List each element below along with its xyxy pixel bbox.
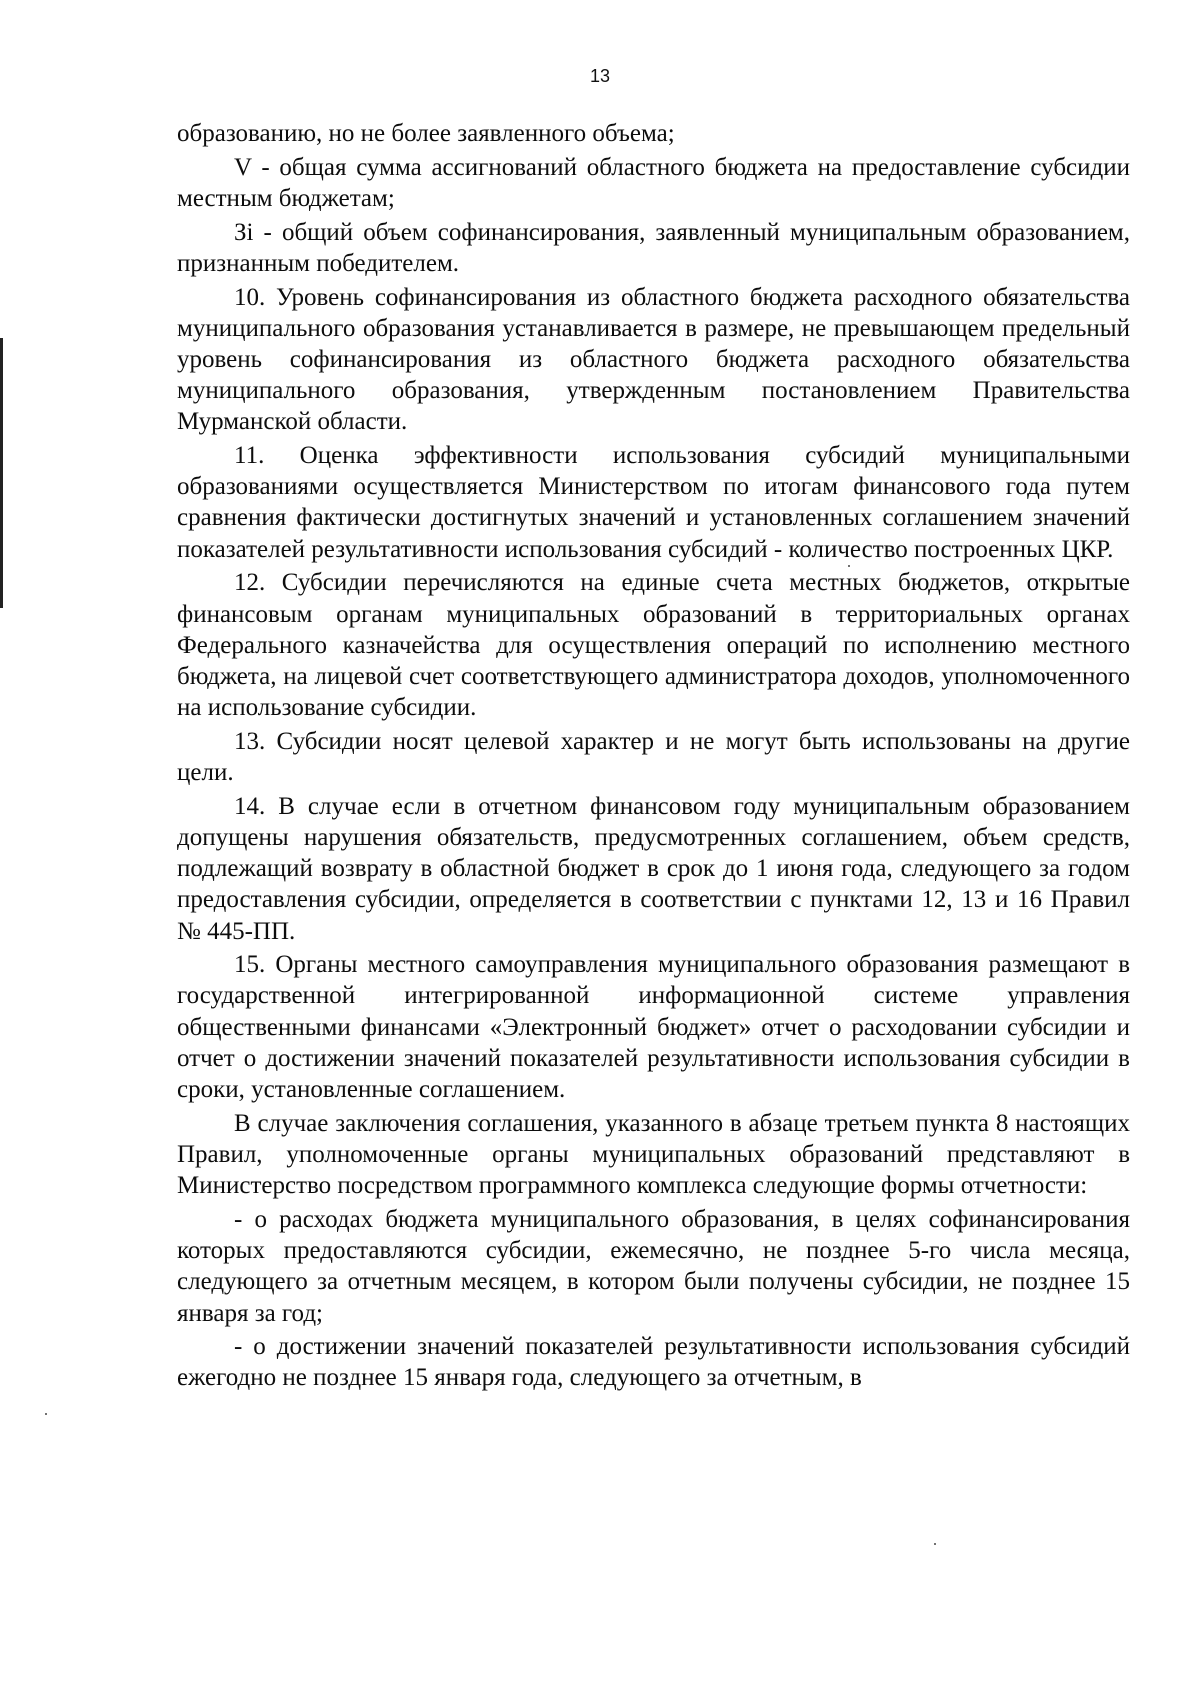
list-item-indicators-report: - о достижении значений показателей результативности использования субсидий ежегодно не позднее 15 января года, следующего за отчетным, в bbox=[177, 1333, 1130, 1392]
scan-edge-mark bbox=[0, 338, 3, 608]
paragraph-definition-zi: Зi - общий объем софинансирования, заявленный муниципальным образованием, признанным победителем. bbox=[177, 218, 1130, 277]
paragraph-definition-v: V - общая сумма ассигнований областного бюджета на предоставление субсидии местным бюджетам; bbox=[177, 153, 1130, 212]
paragraph-item-13: 13. Субсидии носят целевой характер и не могут быть использованы на другие цели. bbox=[177, 727, 1130, 787]
paragraph-item-14: 14. В случае если в отчетном финансовом году муниципальным образованием допущены нарушения обязательств, предусмотренных соглашением, объем средств, подлежащий возврату в областной бюджет в срок до 1 июня года, следующего за годом предоставления субсидии, определяется в соответствии с пунктами 12, 13 и 16 Правил № 445-ПП. bbox=[177, 792, 1130, 945]
paragraph-continuation: образованию, но не более заявленного объема; bbox=[177, 120, 675, 147]
paragraph-item-12: 12. Субсидии перечисляются на единые счета местных бюджетов, открытые финансовым органам муниципальных образований в территориальных органах Федерального казначейства для осуществления операций по исполнению местного бюджета, на лицевой счет соответствующего администратора доходов, уполномоченного на использование субсидии. bbox=[177, 569, 1130, 722]
page-number: 13 bbox=[589, 66, 611, 86]
paragraph-item-11: 11. Оценка эффективности использования субсидий муниципальными образованиями осуществляется Министерством по итогам финансового года путем сравнения фактически достигнутых значений и установленных соглашением значений показателей результативности использования субсидий - количество построенных ЦКР. bbox=[177, 442, 1130, 563]
list-item-expenses-report: - о расходах бюджета муниципального образования, в целях софинансирования которых предоставляются субсидии, ежемесячно, не позднее 5-го числа месяца, следующего за отчетным месяцем, в котором были получены субсидии, не позднее 15 января за год; bbox=[177, 1205, 1130, 1327]
paragraph-agreement-case: В случае заключения соглашения, указанного в абзаце третьем пункта 8 настоящих Правил, уполномоченные органы муниципальных образований представляют в Министерство посредством программного комплекса следующие формы отчетности: bbox=[177, 1109, 1130, 1200]
document-body bbox=[177, 118, 1130, 1396]
scan-speck bbox=[45, 1413, 47, 1415]
scan-speck bbox=[934, 1543, 936, 1545]
paragraph-item-10: 10. Уровень софинансирования из областного бюджета расходного обязательства муниципального образования устанавливается в размере, не превышающем предельный уровень софинансирования из областного бюджета расходного обязательства муниципального образования, утвержденным постановлением Правительства Мурманской области. bbox=[177, 283, 1130, 436]
paragraph-item-15: 15. Органы местного самоуправления муниципального образования размещают в государственной интегрированной информационной системе управления общественными финансами «Электронный бюджет» отчет о расходовании субсидии и отчет о достижении значений показателей результативности использования субсидии в сроки, установленные соглашением. bbox=[177, 951, 1130, 1104]
